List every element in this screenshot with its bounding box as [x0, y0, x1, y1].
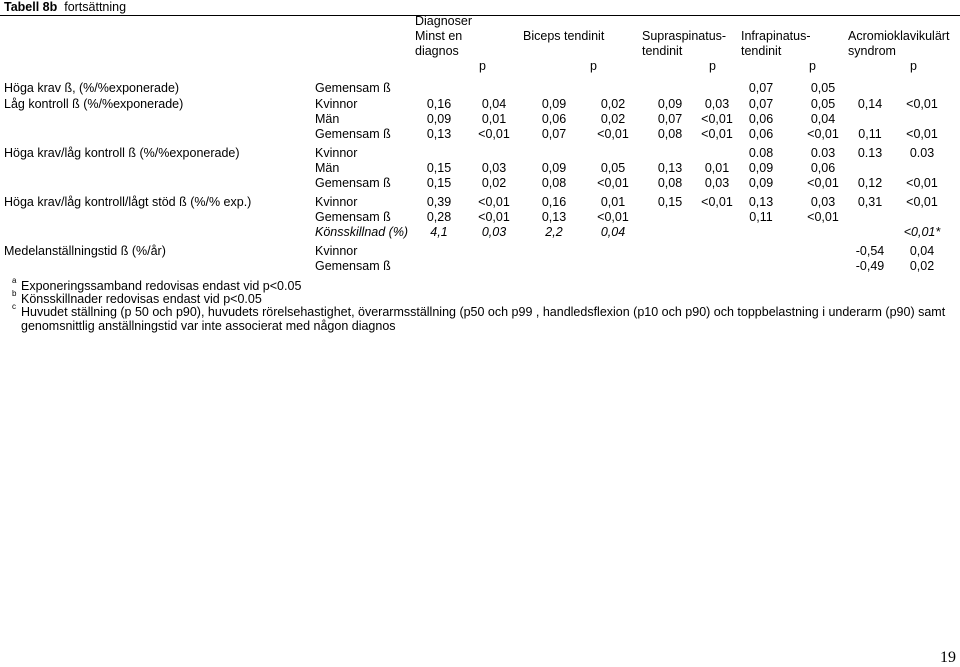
- row-group: Kvinnor: [315, 97, 358, 111]
- table-cell: 0,03: [810, 195, 836, 209]
- header-infra-line1: Infrapinatus-: [741, 29, 811, 43]
- table-cell: 0,13: [657, 161, 683, 175]
- table-cell: 0,05: [810, 97, 836, 111]
- row-label: Höga krav/låg kontroll/lågt stöd ß (%/% exp.): [4, 195, 252, 209]
- table-cell: 0,11: [858, 127, 882, 141]
- header-infra-line2: tendinit: [741, 44, 782, 58]
- row-group: Kvinnor: [315, 195, 358, 209]
- row-label: Höga krav ß, (%/%exponerade): [4, 81, 180, 95]
- row-group: Gemensam ß: [315, 127, 391, 141]
- table-cell: 0,01: [704, 161, 730, 175]
- table-cell: 0,04: [810, 112, 836, 126]
- row-group: Kvinnor: [315, 146, 358, 160]
- table-cell: 0,08: [541, 176, 567, 190]
- table-cell: 0,05: [600, 161, 626, 175]
- table-cell: 0.03: [810, 146, 836, 160]
- footnote-text: Exponeringssamband redovisas endast vid p<0.05: [21, 279, 302, 293]
- table-cell: <0,01: [906, 97, 938, 111]
- table-cell: 0,07: [657, 112, 683, 126]
- table-cell: 0,13: [748, 195, 774, 209]
- footnote-mark: a: [12, 276, 17, 285]
- table-cell: <0,01: [478, 127, 510, 141]
- header-p: p: [479, 59, 486, 73]
- table-cell: 0,09: [541, 161, 567, 175]
- table-cell: 0,12: [857, 176, 883, 190]
- row-group: Gemensam ß: [315, 81, 391, 95]
- header-biceps: Biceps tendinit: [523, 29, 605, 43]
- table-cell: <0,01: [478, 195, 510, 209]
- table-cell: 0,01: [481, 112, 507, 126]
- row-group: Gemensam ß: [315, 259, 391, 273]
- row-group: Könsskillnad (%): [315, 225, 409, 239]
- table-cell: <0,01: [807, 127, 839, 141]
- table-cell: 0,15: [426, 161, 452, 175]
- table-cell: 0,07: [541, 127, 567, 141]
- table-cell: 0,02: [481, 176, 507, 190]
- table-cell: <0,01: [906, 195, 938, 209]
- table-cell: <0,01: [597, 176, 629, 190]
- table-cell: -0,54: [855, 244, 885, 258]
- header-supra-line1: Supraspinatus-: [642, 29, 727, 43]
- table-cell: 0,03: [704, 97, 730, 111]
- table-cell: 0,03: [704, 176, 730, 190]
- table-cell: 0,06: [541, 112, 567, 126]
- table-cell: 0,04: [600, 225, 626, 239]
- table-cell: 0,05: [810, 81, 836, 95]
- header-p: p: [709, 59, 716, 73]
- footnote-text: Könsskillnader redovisas endast vid p<0.05: [21, 292, 262, 306]
- footnote-text: Huvudet ställning (p 50 och p90), huvudets rörelsehastighet, överarmsställning (p50 och p99 , handledsflexion (p10 och p90) och toppbelastning i underarm (p90) samt: [21, 305, 946, 319]
- table-cell: 0,06: [748, 112, 774, 126]
- row-group: Kvinnor: [315, 244, 358, 258]
- table-cell: 0,15: [426, 176, 452, 190]
- table-cell: 0,09: [541, 97, 567, 111]
- table-cell: 0,28: [426, 210, 452, 224]
- header-minst-line2: diagnos: [415, 44, 459, 58]
- table-cell: 0,16: [426, 97, 452, 111]
- table-cell: 4,1: [430, 225, 448, 239]
- table-cell: <0,01: [597, 210, 629, 224]
- table-cell: 0,06: [810, 161, 836, 175]
- table-cell: 0,04: [481, 97, 507, 111]
- table-cell: 0,07: [748, 81, 774, 95]
- header-diagnoser: Diagnoser: [415, 14, 472, 28]
- table-cell: 0,07: [748, 97, 774, 111]
- table-cell: 0.13: [857, 146, 883, 160]
- header-supra-line2: tendinit: [642, 44, 683, 58]
- row-label: Låg kontroll ß (%/%exponerade): [4, 97, 184, 111]
- table-cell: 0,13: [426, 127, 452, 141]
- table-cell: <0,01: [478, 210, 510, 224]
- table-title-bold: Tabell 8b: [4, 0, 58, 14]
- table-cell: 0,09: [426, 112, 452, 126]
- table-cell: 0,08: [657, 176, 683, 190]
- table-cell: 0,02: [909, 259, 935, 273]
- table-cell: 0,39: [426, 195, 452, 209]
- table-cell: 0,08: [657, 127, 683, 141]
- row-label: Höga krav/låg kontroll ß (%/%exponerade): [4, 146, 240, 160]
- table-cell: 0,06: [748, 127, 774, 141]
- table-cell: 0,09: [748, 176, 774, 190]
- header-minst-line1: Minst en: [415, 29, 463, 43]
- header-p: p: [590, 59, 597, 73]
- table-cell: 0,01: [600, 195, 626, 209]
- table-cell: <0,01: [807, 210, 839, 224]
- table-cell: 2,2: [545, 225, 563, 239]
- table-cell: 0,16: [541, 195, 567, 209]
- table-cell: 0,09: [748, 161, 774, 175]
- row-group: Gemensam ß: [315, 210, 391, 224]
- header-p: p: [809, 59, 816, 73]
- row-group: Gemensam ß: [315, 176, 391, 190]
- table-cell: 0,14: [857, 97, 883, 111]
- table-cell: <0,01: [906, 176, 938, 190]
- table-cell: 0,03: [481, 161, 507, 175]
- footnote-text: genomsnittlig anställningstid var inte associerat med någon diagnos: [21, 319, 396, 333]
- table-title-rest: fortsättning: [64, 0, 127, 14]
- header-p: p: [910, 59, 917, 73]
- row-label: Medelanställningstid ß (%/år): [4, 244, 166, 258]
- table-cell: <0,01: [701, 127, 733, 141]
- title-bar: [0, 0, 960, 16]
- table-cell: 0,11: [749, 210, 773, 224]
- row-group: Män: [315, 161, 340, 175]
- table-cell: 0,09: [657, 97, 683, 111]
- header-acro-line2: syndrom: [848, 44, 896, 58]
- row-group: Män: [315, 112, 340, 126]
- table-cell: 0,13: [541, 210, 567, 224]
- footnote-mark: b: [12, 289, 17, 298]
- footnote-mark: c: [12, 302, 16, 311]
- table-title: [4, 0, 126, 15]
- table-cell: <0,01*: [903, 225, 941, 239]
- table-cell: <0,01: [906, 127, 938, 141]
- table-cell: 0,31: [857, 195, 883, 209]
- table-cell: 0.08: [748, 146, 774, 160]
- table-cell: <0,01: [597, 127, 629, 141]
- table-cell: <0,01: [807, 176, 839, 190]
- table-cell: <0,01: [701, 112, 733, 126]
- table-cell: 0,15: [657, 195, 683, 209]
- page-number: 19: [940, 649, 956, 666]
- table-cell: 0,02: [600, 112, 626, 126]
- table-cell: <0,01: [701, 195, 733, 209]
- table-cell: -0,49: [855, 259, 885, 273]
- table-cell: 0,02: [600, 97, 626, 111]
- table-cell: 0.03: [909, 146, 935, 160]
- header-acro-line1: Acromioklavikulärt: [848, 29, 950, 43]
- table-cell: 0,03: [481, 225, 507, 239]
- table-cell: 0,04: [909, 244, 935, 258]
